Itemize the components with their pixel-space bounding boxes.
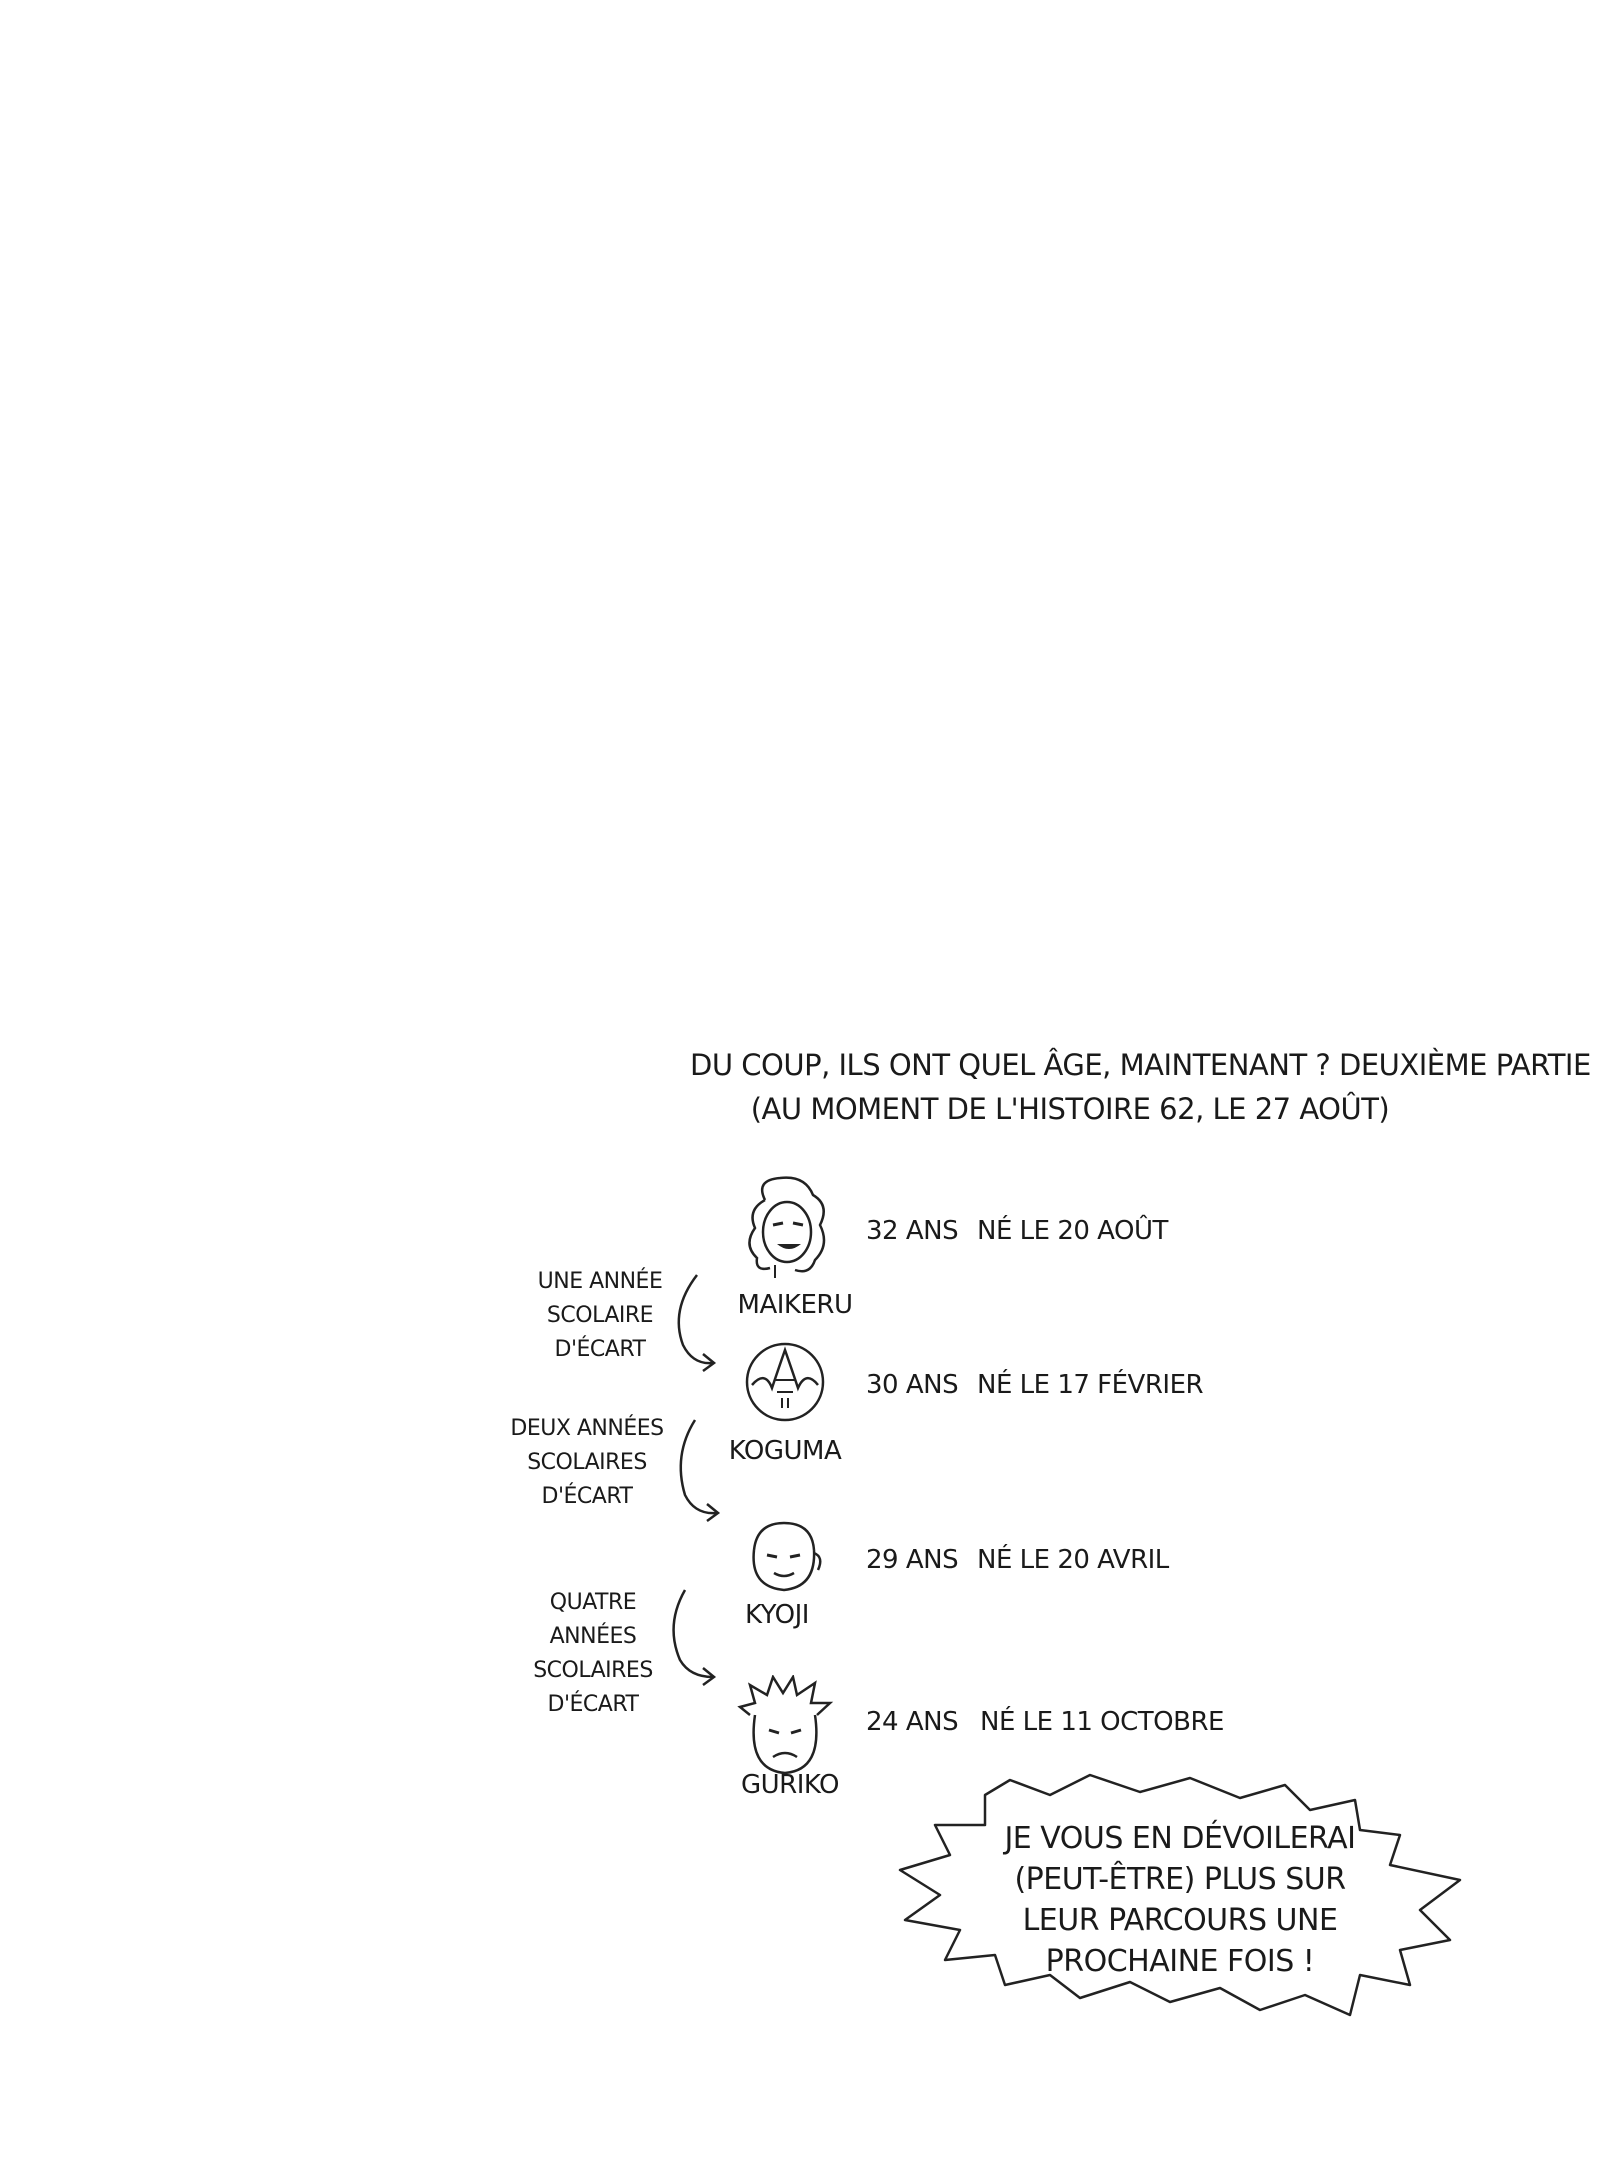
- character-age: 30 ANS: [866, 1370, 959, 1400]
- spiky-hair-face-icon: [735, 1675, 835, 1780]
- age-gap-label: QUATRE ANNÉES SCOLAIRES D'ÉCART: [533, 1590, 653, 1717]
- curly-hair-face-icon: [735, 1170, 835, 1280]
- page-title: DU COUP, ILS ONT QUEL ÂGE, MAINTENANT ? DEUXIÈME PARTIE: [690, 1048, 1591, 1082]
- character-name: KYOJI: [745, 1600, 809, 1630]
- bowl-cut-face-icon: [740, 1340, 830, 1425]
- character-birthday: NÉ LE 20 AVRIL: [977, 1545, 1169, 1575]
- curved-arrow-icon: [665, 1270, 725, 1375]
- curved-arrow-icon: [665, 1415, 730, 1525]
- speech-bubble-text: JE VOUS EN DÉVOILERAI (PEUT-ÊTRE) PLUS SUR LEUR PARCOURS UNE PROCHAINE FOIS !: [1004, 1821, 1356, 1979]
- character-birthday: NÉ LE 11 OCTOBRE: [980, 1707, 1224, 1737]
- age-gap-label: DEUX ANNÉES SCOLAIRES D'ÉCART: [510, 1416, 664, 1509]
- character-name: MAIKERU: [737, 1290, 853, 1320]
- character-age: 24 ANS: [866, 1707, 959, 1737]
- character-age: 32 ANS: [866, 1216, 959, 1246]
- page-subtitle: (AU MOMENT DE L'HISTOIRE 62, LE 27 AOÛT): [750, 1092, 1390, 1126]
- age-gap-label: UNE ANNÉE SCOLAIRE D'ÉCART: [537, 1269, 663, 1362]
- curved-arrow-icon: [665, 1585, 730, 1695]
- buzzcut-face-icon: [742, 1515, 827, 1595]
- character-birthday: NÉ LE 20 AOÛT: [977, 1216, 1168, 1246]
- character-name: GURIKO: [740, 1770, 839, 1800]
- character-name: KOGUMA: [728, 1436, 842, 1466]
- character-birthday: NÉ LE 17 FÉVRIER: [977, 1370, 1204, 1400]
- character-age: 29 ANS: [866, 1545, 959, 1575]
